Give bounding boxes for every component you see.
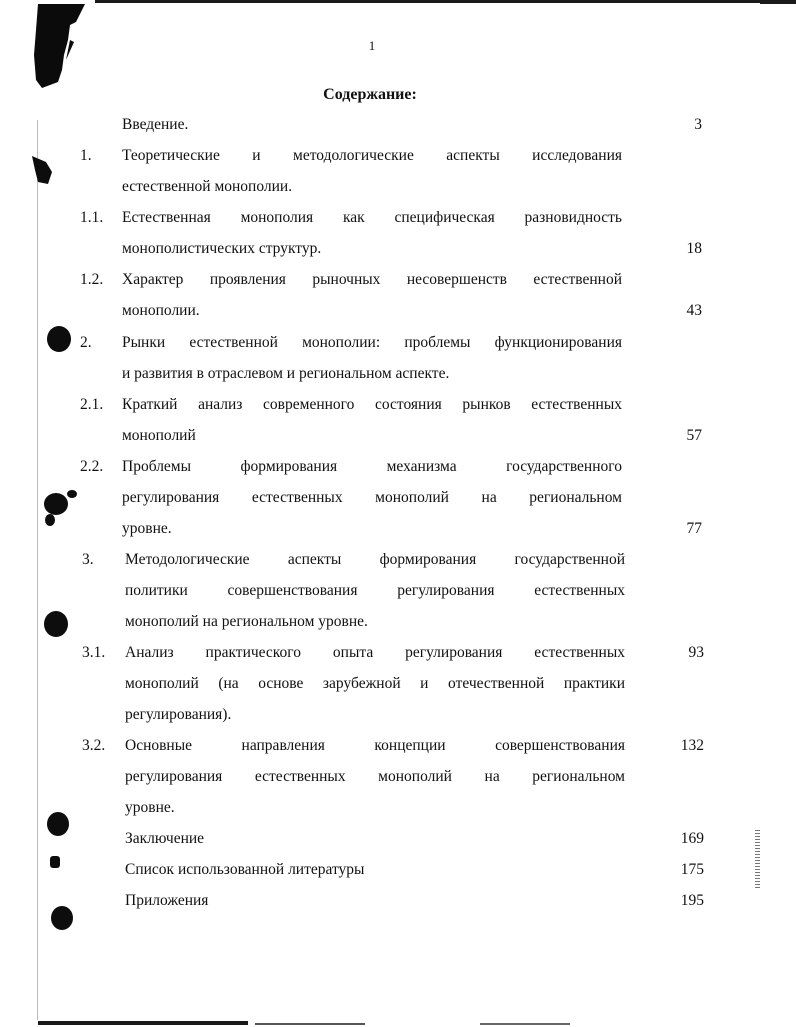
toc-entry-text: регулирования).	[125, 706, 232, 723]
toc-entry-text: Приложения	[125, 892, 209, 909]
toc-section-number: 2.	[80, 334, 92, 351]
toc-entry-text: монополий (на основе зарубежной и отечественной практики	[125, 675, 625, 692]
toc-section-number: 2.1.	[80, 396, 104, 413]
toc-entry-text: уровне.	[122, 520, 172, 537]
scan-bottom-edge	[38, 1021, 248, 1025]
toc-section-number: 2.2.	[80, 458, 104, 475]
binder-hole	[44, 611, 68, 637]
toc-page-number: 195	[680, 892, 704, 909]
ink-speck	[50, 856, 60, 868]
binder-hole	[47, 326, 71, 352]
toc-section-number: 3.2.	[82, 737, 106, 754]
toc-entry-text: монополистических структур.	[122, 240, 322, 257]
toc-entry-text: регулирования естественных монополий на региональном	[122, 489, 622, 506]
scan-bottom-edge-fragment	[255, 1023, 365, 1025]
scan-top-edge	[95, 0, 796, 3]
toc-entry-text: естественной монополии.	[122, 178, 293, 195]
page-number: 1	[368, 38, 376, 53]
toc-entry-text: Теоретические и методологические аспекты исследования	[122, 147, 622, 164]
toc-page-number: 43	[686, 302, 702, 319]
toc-entry-text: монополий на региональном уровне.	[125, 613, 368, 630]
toc-entry-text: и развития в отраслевом и региональном аспекте.	[122, 365, 450, 382]
scan-bottom-edge-fragment	[480, 1023, 570, 1025]
ink-blot-mark	[40, 486, 80, 528]
toc-section-number: 1.	[80, 147, 92, 164]
toc-section-number: 1.2.	[80, 271, 104, 288]
toc-page-number: 77	[686, 520, 702, 537]
toc-entry-text: Краткий анализ современного состояния рынков естественных	[122, 396, 622, 413]
toc-page-number: 3	[694, 116, 702, 133]
toc-entry-text: Анализ практического опыта регулирования естественных	[125, 644, 625, 661]
binder-hole-mark	[30, 150, 56, 186]
binder-hole	[47, 812, 69, 836]
toc-entry-text: Введение.	[122, 116, 189, 133]
scan-left-margin-line	[37, 120, 38, 1020]
ink-blot-corner	[30, 0, 100, 95]
toc-page-number: 18	[686, 240, 702, 257]
toc-entry-text: Методологические аспекты формирования государственной	[125, 551, 625, 568]
toc-entry-text: Заключение	[125, 830, 205, 847]
toc-section-number: 3.1.	[82, 644, 106, 661]
scan-edge-strip	[755, 828, 760, 888]
binder-hole	[51, 906, 73, 930]
toc-entry-text: Список использованной литературы	[125, 861, 365, 878]
toc-entry-text: монополии.	[122, 302, 200, 319]
toc-entry-text: политики совершенствования регулирования естественных	[125, 582, 625, 599]
page-title: Содержание:	[323, 86, 417, 103]
toc-entry-text: монополий	[122, 427, 196, 444]
toc-entry-text: регулирования естественных монополий на региональном	[125, 768, 625, 785]
toc-page-number: 169	[680, 830, 704, 847]
toc-page-number: 132	[680, 737, 704, 754]
toc-entry-text: Основные направления концепции совершенствования	[125, 737, 625, 754]
scan-top-edge-fragment	[760, 2, 796, 4]
toc-entry-text: Проблемы формирования механизма государственного	[122, 458, 622, 475]
toc-section-number: 1.1.	[80, 209, 104, 226]
toc-page-number: 57	[686, 427, 702, 444]
toc-entry-text: Характер проявления рыночных несовершенств естественной	[122, 271, 622, 288]
toc-page-number: 175	[680, 861, 704, 878]
toc-section-number: 3.	[82, 551, 94, 568]
toc-entry-text: Рынки естественной монополии: проблемы функционирования	[122, 334, 622, 351]
toc-page-number: 93	[688, 644, 704, 661]
toc-entry-text: Естественная монополия как специфическая разновидность	[122, 209, 622, 226]
toc-entry-text: уровне.	[125, 799, 175, 816]
